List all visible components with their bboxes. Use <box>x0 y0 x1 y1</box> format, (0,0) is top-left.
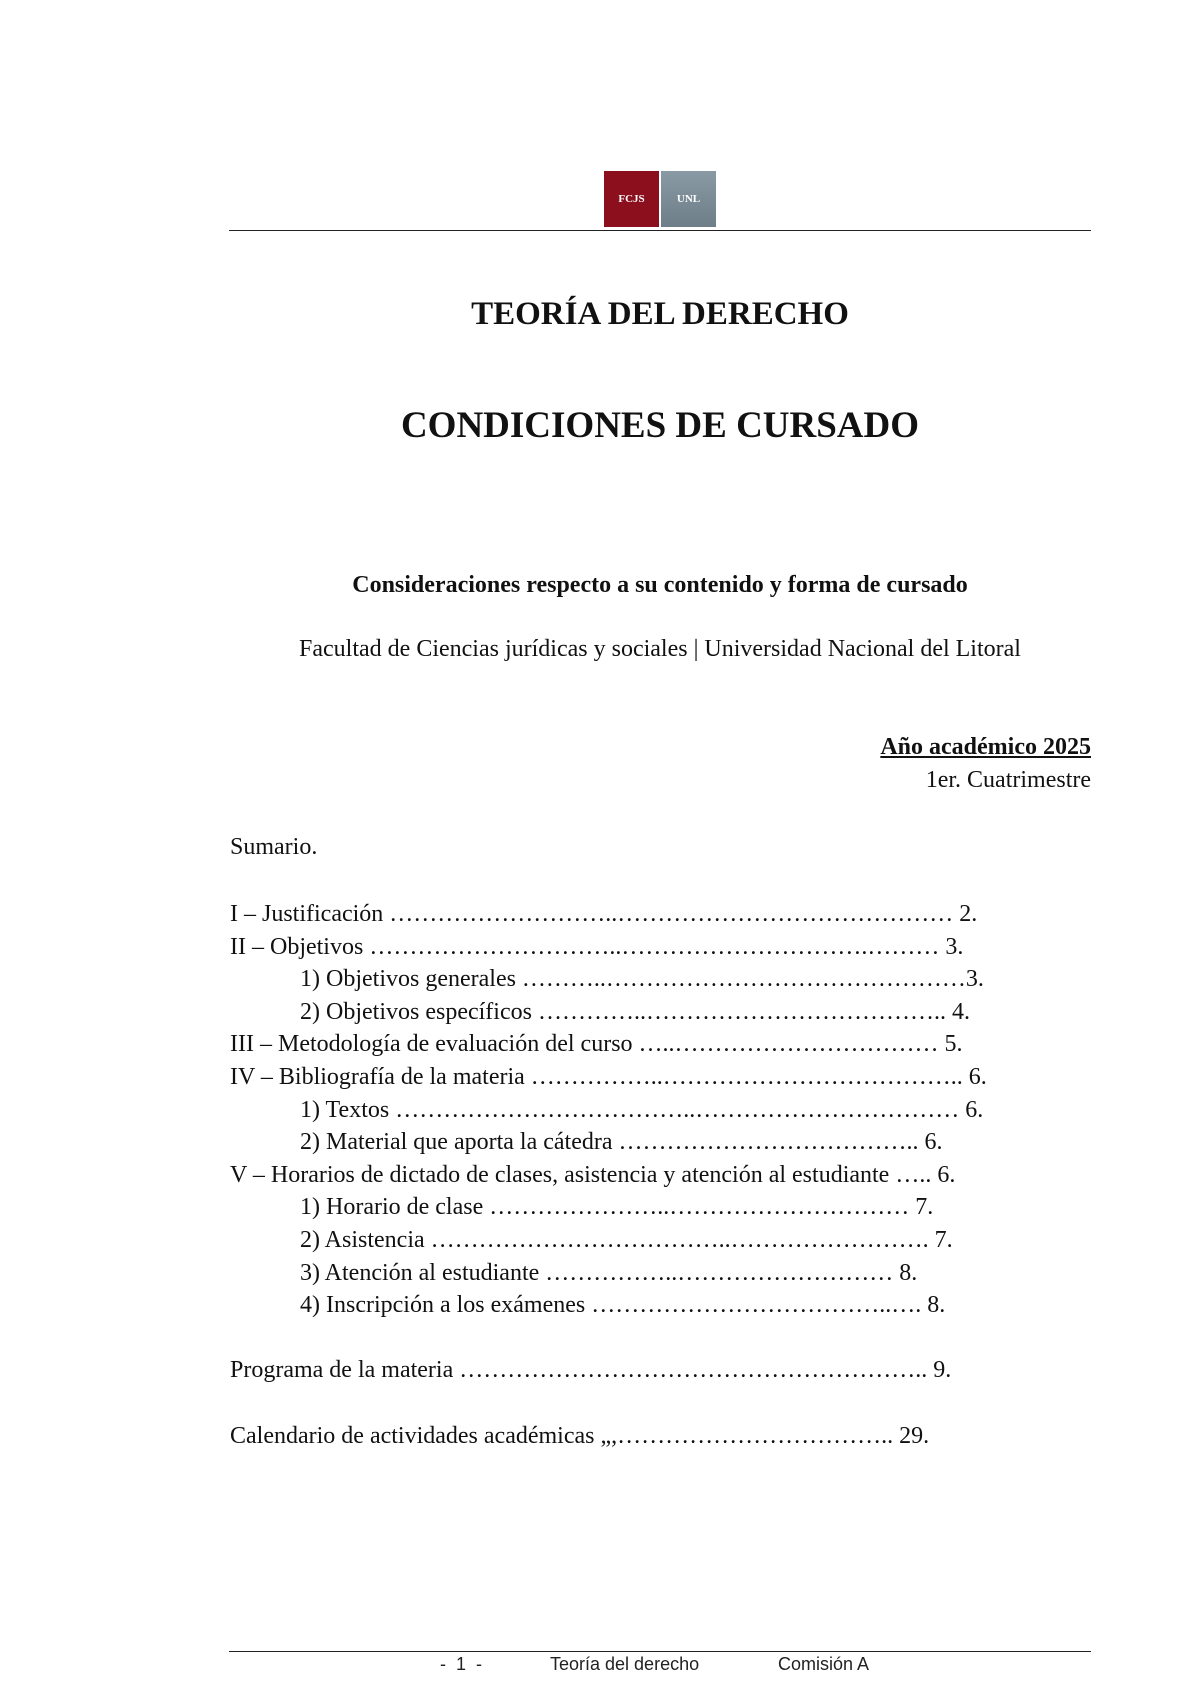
toc-item: I – Justificación ………………………..…………………………………… 2. <box>230 901 978 927</box>
page-footer <box>440 1654 869 1675</box>
toc-subitem: 4) Inscripción a los exámenes ………………………………..…. 8. <box>300 1292 946 1319</box>
term: 1er. Cuatrimestre <box>925 767 1091 793</box>
toc-item: IV – Bibliografía de la materia ……………..……………………………….. 6. <box>230 1063 987 1090</box>
toc-spacer <box>230 1387 1090 1420</box>
toc-item: V – Horarios de dictado de clases, asistencia y atención al estudiante ….. 6. <box>230 1161 956 1188</box>
toc-subitem: 2) Objetivos específicos …………..……………………………….. 4. <box>300 998 970 1025</box>
toc-program: Programa de la materia ………………………………………………….. 9. <box>230 1357 952 1384</box>
toc-item: II – Objetivos …………………………..………………………….……… 3. <box>230 933 964 960</box>
header-rule <box>229 230 1091 231</box>
table-of-contents <box>230 898 1090 1452</box>
faculty-logo <box>604 171 716 227</box>
summary-title: Sumario. <box>230 834 318 860</box>
document-subtitle: CONDICIONES DE CURSADO <box>400 405 920 446</box>
footer-rule <box>229 1651 1091 1652</box>
toc-calendar: Calendario de actividades académicas „,…………………………….. 29. <box>230 1422 930 1449</box>
footer-commission: Comisión A <box>778 1654 870 1674</box>
subheading: Consideraciones respecto a su contenido y forma de cursado <box>352 572 968 598</box>
academic-year: Año académico 2025 <box>880 734 1091 760</box>
toc-subitem: 3) Atención al estudiante ……………..……………………… 8. <box>300 1259 918 1286</box>
unl-logo-block: UNL <box>661 171 716 227</box>
footer-course: Teoría del derecho <box>550 1654 700 1674</box>
toc-subitem: 1) Horario de clase …………………..………………………… 7. <box>300 1194 934 1221</box>
page-number: - 1 - <box>440 1654 483 1674</box>
toc-subitem: 2) Asistencia ………………………………..……………………. 7. <box>300 1226 953 1253</box>
toc-subitem: 2) Material que aporta la cátedra ……………………………….. 6. <box>300 1129 943 1156</box>
fcjs-logo-block: FCJS <box>604 171 659 227</box>
document-title: TEORÍA DEL DERECHO <box>471 296 849 332</box>
toc-spacer <box>230 1322 1090 1355</box>
faculty-line: Facultad de Ciencias jurídicas y sociales | Universidad Nacional del Litoral <box>299 636 1021 662</box>
toc-item: III – Metodología de evaluación del curso …..…………………………… 5. <box>230 1031 963 1058</box>
toc-subitem: 1) Textos ………………………………..…………………………… 6. <box>300 1096 984 1123</box>
toc-subitem: 1) Objetivos generales ………..………………………………………3. <box>300 966 984 993</box>
